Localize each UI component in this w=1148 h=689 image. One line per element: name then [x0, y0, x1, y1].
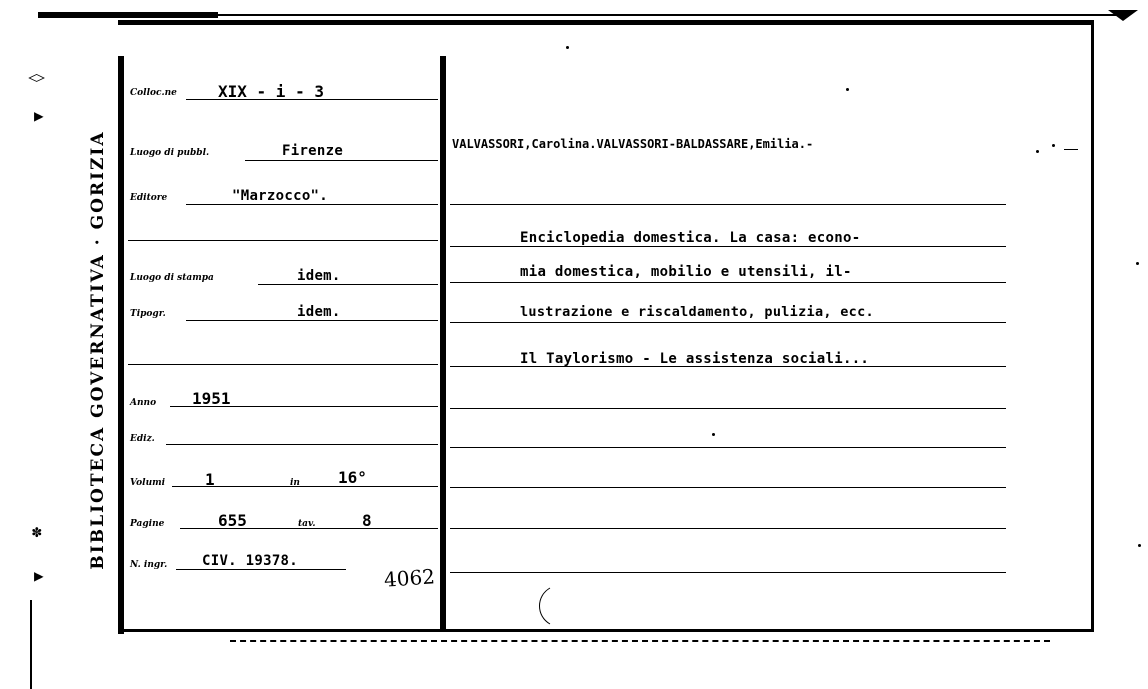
card-divider [440, 56, 446, 630]
anno-line [170, 406, 438, 407]
catalog-card [118, 20, 1094, 632]
tav-value: 8 [362, 511, 372, 530]
ink-speck [712, 433, 715, 436]
handwritten-number: 4062 [383, 564, 436, 592]
luogo-stampa-line [258, 284, 438, 285]
arrow-right-icon: ▶ [34, 566, 44, 585]
luogo-pubbl-value: Firenze [282, 143, 344, 159]
num-ingr-line [176, 569, 346, 570]
volumi-value: 1 [205, 470, 215, 489]
ink-speck [1052, 144, 1055, 147]
blank-line [128, 364, 438, 365]
volumi-format: 16° [338, 468, 367, 487]
volumi-in-label: in [290, 478, 300, 488]
entry-line [450, 487, 1006, 488]
entry-line [450, 246, 1006, 247]
entry-line [450, 408, 1006, 409]
pagine-label: Pagine [130, 519, 165, 529]
pagine-line [180, 528, 438, 529]
paper-mark [530, 586, 560, 626]
title-line-2: mia domestica, mobilio e utensili, il- [520, 264, 852, 280]
tipogr-value: idem. [297, 304, 341, 320]
collocazione-line [186, 99, 438, 100]
author-line: VALVASSORI,Carolina.VALVASSORI-BALDASSARE,Emilia.- [452, 137, 814, 151]
luogo-pubbl-line [245, 160, 438, 161]
num-ingr-value: CIV. 19378. [202, 553, 299, 569]
collocazione-label: Colloc.ne [130, 88, 177, 98]
ink-speck [1138, 544, 1141, 547]
luogo-stampa-label: Luogo di stampa [130, 273, 214, 283]
editore-label: Editore [130, 193, 168, 203]
collocazione-value: XIX - i - 3 [218, 82, 324, 101]
blank-line [128, 240, 438, 241]
luogo-pubbl-label: Luogo di pubbl. [130, 148, 210, 158]
title-line-1: Enciclopedia domestica. La casa: econo- [520, 230, 861, 246]
scan-edge-artifact [1092, 40, 1094, 600]
anno-value: 1951 [192, 389, 231, 408]
margin-mark-icon: ◊ [27, 73, 47, 83]
entry-line [450, 366, 1006, 367]
library-title: BIBLIOTECA GOVERNATIVA · GORIZIA [88, 130, 108, 570]
ediz-line [166, 444, 438, 445]
ediz-label: Ediz. [130, 434, 155, 444]
entry-line [450, 447, 1006, 448]
editore-line [186, 204, 438, 205]
arrow-right-icon: ▶ [34, 106, 44, 125]
pagine-value: 655 [218, 511, 247, 530]
ink-speck [566, 46, 569, 49]
tav-label: tav. [298, 519, 316, 529]
num-ingr-label: N. ingr. [130, 560, 168, 570]
volumi-label: Volumi [130, 478, 166, 488]
title-line-4: Il Taylorismo - Le assistenza sociali... [520, 351, 870, 367]
entry-line [450, 322, 1006, 323]
entry-line [450, 572, 1006, 573]
editore-value: "Marzocco". [232, 188, 329, 204]
entry-line [450, 204, 1006, 205]
entry-line [1064, 149, 1078, 150]
scan-edge-artifact [30, 600, 32, 689]
ink-speck [1036, 150, 1039, 153]
luogo-stampa-value: idem. [297, 268, 341, 284]
ink-speck [846, 88, 849, 91]
anno-label: Anno [130, 398, 157, 408]
entry-line [450, 282, 1006, 283]
title-line-3: lustrazione e riscaldamento, pulizia, ecc. [520, 304, 874, 320]
tipogr-line [186, 320, 438, 321]
entry-line [450, 528, 1006, 529]
margin-mark-icon: ✽ [32, 522, 42, 541]
tipogr-label: Tipogr. [130, 309, 166, 319]
volumi-line [172, 486, 438, 487]
ink-speck [1136, 262, 1139, 265]
card-left-bar [118, 56, 124, 634]
scan-edge-artifact [230, 640, 1050, 642]
